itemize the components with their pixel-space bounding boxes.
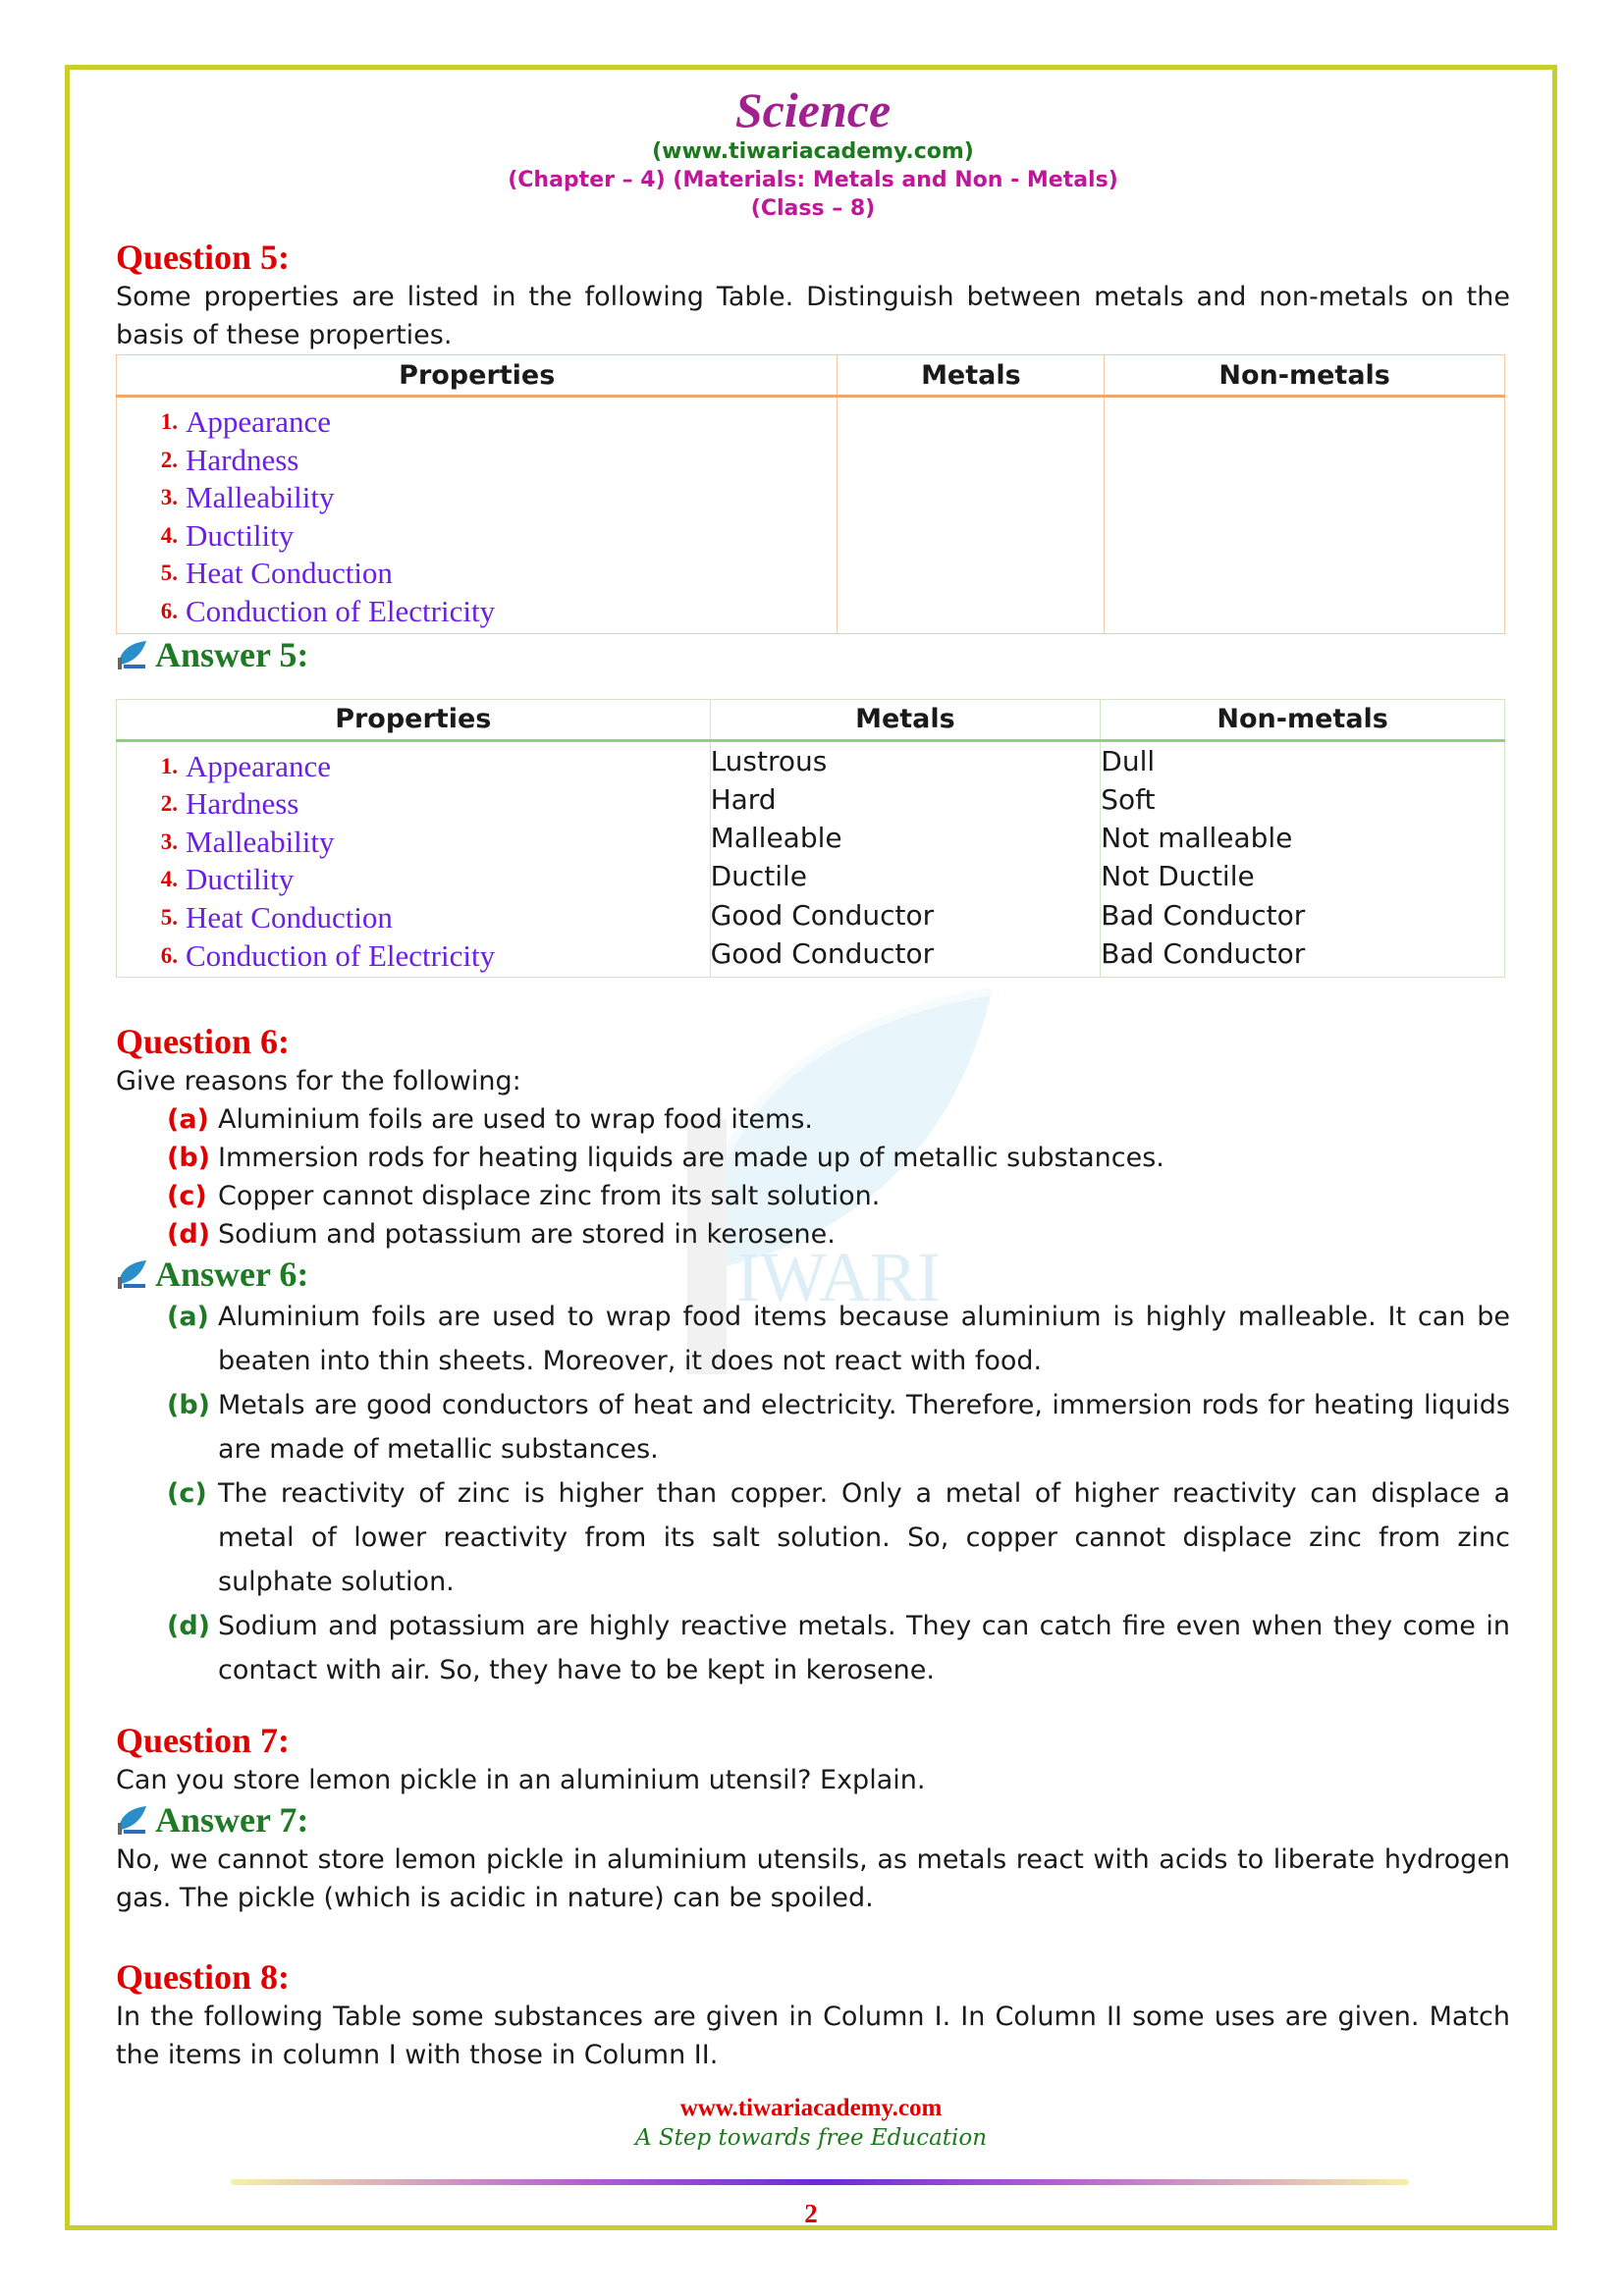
footer-divider — [231, 2179, 1409, 2185]
page-title: Science — [734, 82, 892, 137]
column-header-properties: Properties — [117, 699, 711, 740]
answer-7-heading: Answer 7: — [116, 1799, 1510, 1841]
question-7-text: Can you store lemon pickle in an aluminium utensil? Explain. — [116, 1765, 926, 1796]
list-item: (c) Copper cannot displace zinc from its salt solution. — [167, 1181, 881, 1212]
page-header — [116, 82, 1510, 223]
metal-value: Hard — [710, 782, 777, 816]
list-item: 1. Appearance — [160, 404, 332, 439]
property-list — [117, 398, 837, 633]
nonmetal-value: Soft — [1101, 782, 1156, 816]
header-website: (www.tiwariacademy.com) — [652, 139, 974, 164]
nonmetal-value: Bad Conductor — [1101, 898, 1306, 932]
list-item: 2. Hardness — [160, 786, 299, 822]
answer-5-heading: Answer 5: — [116, 634, 1510, 675]
answer-5-table — [116, 699, 1505, 979]
metals-values — [710, 740, 1101, 978]
empty-nonmetals-cell — [1105, 397, 1505, 634]
list-item: 6. Conduction of Electricity — [160, 593, 496, 628]
list-item: 5. Heat Conduction — [160, 899, 393, 934]
footer-website-link[interactable]: www.tiwariacademy.com — [679, 2095, 943, 2121]
column-header-nonmetals: Non-metals — [1105, 355, 1505, 397]
metal-value: Lustrous — [710, 744, 828, 777]
question-5-text: Some properties are listed in the following Table. Distinguish between metals and non-metals on the basis of these properties. — [116, 282, 1510, 350]
watermark-text: IWARI — [736, 1238, 941, 1316]
column-header-metals: Metals — [838, 355, 1105, 397]
question-5-heading: Question 5: — [116, 238, 291, 277]
metal-value: Good Conductor — [710, 937, 935, 971]
empty-metals-cell — [838, 397, 1105, 634]
list-item: 4. Ductility — [160, 862, 295, 897]
nonmetal-value: Dull — [1101, 744, 1156, 777]
metal-value: Ductile — [710, 860, 808, 893]
page-content — [116, 82, 1510, 2074]
nonmetal-value: Bad Conductor — [1101, 937, 1306, 971]
nonmetal-value: Not malleable — [1101, 822, 1293, 855]
nonmetals-values — [1101, 740, 1505, 978]
nonmetal-value: Not Ductile — [1101, 860, 1255, 893]
list-item: 3. Malleability — [160, 480, 335, 515]
question-6-list — [116, 1100, 1510, 1254]
answer-6-heading: Answer 6: — [116, 1254, 1510, 1295]
column-header-nonmetals: Non-metals — [1101, 699, 1505, 740]
metal-value: Malleable — [710, 822, 842, 855]
header-class: (Class – 8) — [750, 196, 876, 221]
footer-tagline: A Step towards free Education — [634, 2125, 988, 2151]
list-item: 5. Heat Conduction — [160, 556, 393, 591]
list-item: (b) Immersion rods for heating liquids are made up of metallic substances. — [167, 1143, 1164, 1174]
question-8-heading: Question 8: — [116, 1957, 291, 1998]
list-item: (c) The reactivity of zinc is higher than copper. Only a metal of higher reactivity can displace a metal of lower reactivity from its salt solution. So, copper cannot displace zinc from zinc sulphate solution. — [167, 1478, 1510, 1598]
tiwari-logo-icon — [116, 1257, 149, 1291]
question-6-heading: Question 6: — [116, 1022, 291, 1062]
question-6-text: Give reasons for the following: — [116, 1066, 521, 1097]
column-header-metals: Metals — [710, 699, 1101, 740]
question-7-heading: Question 7: — [116, 1721, 291, 1761]
list-item: (d) Sodium and potassium are stored in kerosene. — [167, 1219, 836, 1251]
question-8-text: In the following Table some substances are given in Column I. In Column II some uses are given. Match the items in column I with those in Column II. — [116, 2002, 1510, 2071]
column-header-properties: Properties — [117, 355, 838, 397]
list-item: 1. Appearance — [160, 748, 332, 783]
list-item: 4. Ductility — [160, 517, 295, 553]
list-item: 2. Hardness — [160, 442, 299, 477]
list-item: (b) Metals are good conductors of heat and electricity. Therefore, immersion rods for heating liquids are made of metallic substances. — [167, 1390, 1510, 1466]
answer-7-text: No, we cannot store lemon pickle in aluminium utensils, as metals react with acids to liberate hydrogen gas. The pickle (which is acidic in nature) can be spoiled. — [116, 1844, 1510, 1914]
property-list — [117, 742, 710, 978]
question-5-table — [116, 354, 1505, 634]
list-item: (a) Aluminium foils are used to wrap food items because aluminium is highly malleable. It can be beaten into thin sheets. Moreover, it does not react with food. — [167, 1302, 1510, 1377]
metal-value: Good Conductor — [710, 898, 935, 932]
tiwari-logo-icon — [116, 638, 149, 671]
list-item: (d) Sodium and potassium are highly reactive metals. They can catch fire even when they come in contact with air. So, they have to be kept in kerosene. — [167, 1611, 1510, 1686]
header-chapter: (Chapter – 4) (Materials: Metals and Non - Metals) — [508, 168, 1118, 192]
answer-6-list — [116, 1295, 1510, 1692]
list-item: (a) Aluminium foils are used to wrap food items. — [167, 1104, 813, 1136]
list-item: 6. Conduction of Electricity — [160, 937, 496, 973]
page-number: 2 — [804, 2199, 818, 2228]
list-item: 3. Malleability — [160, 824, 335, 859]
tiwari-logo-icon — [116, 1803, 149, 1837]
